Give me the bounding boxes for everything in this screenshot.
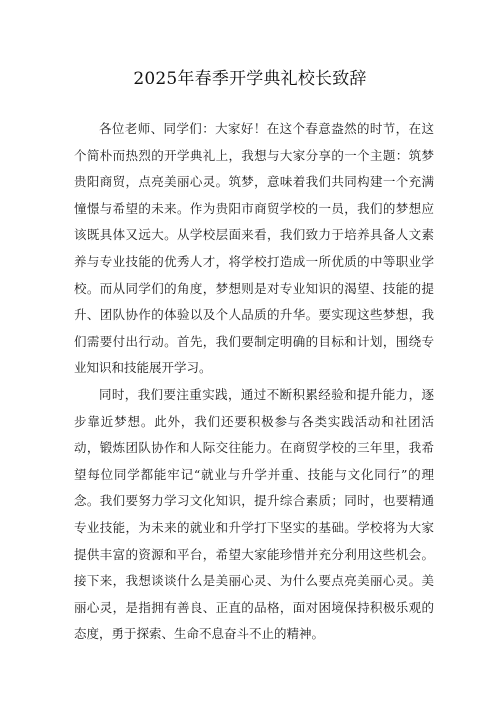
document-title: 2025年春季开学典礼校长致辞 <box>133 69 367 89</box>
paragraph-1: 各位老师、同学们：大家好！在这个春意盎然的时节，在这个简朴而热烈的开学典礼上，我想与大家分享的一个主题：筑梦贵阳商贸，点亮美丽心灵。筑梦，意味着我们共同构建一个充满憧憬与希望的未来。作为贵阳市商贸学校的一员，我们的梦想应该既具体又远大。从学校层面来看，我们致力于培养具备人文素养与专业技能的优秀人才，将学校打造成一所优质的中等职业学校。而从同学们的角度，梦想则是对专业知识的渴望、技能的提升、团队协作的体验以及个人品质的升华。要实现这些梦想，我们需要付出行动。首先，我们要制定明确的目标和计划，围绕专业知识和技能展开学习。 <box>74 121 434 376</box>
paragraph-2: 同时，我们要注重实践，通过不断积累经验和提升能力，逐步靠近梦想。此外，我们还要积极参与各类实践活动和社团活动，锻炼团队协作和人际交往能力。在商贸学校的三年里，我希望每位同学都能牢记“就业与升学并重、技能与文化同行”的理念。我们要努力学习文化知识，提升综合素质；同时，也要精通专业技能，为未来的就业和升学打下坚实的基础。学校将为大家提供丰富的资源和平台，希望大家能珍惜并充分利用这些机会。接下来，我想谈谈什么是美丽心灵、为什么要点亮美丽心灵。美丽心灵，是指拥有善良、正直的品格，面对困境保持积极乐观的态度，勇于探索、生命不息奋斗不止的精神。 <box>74 386 434 642</box>
document-body <box>74 116 434 648</box>
